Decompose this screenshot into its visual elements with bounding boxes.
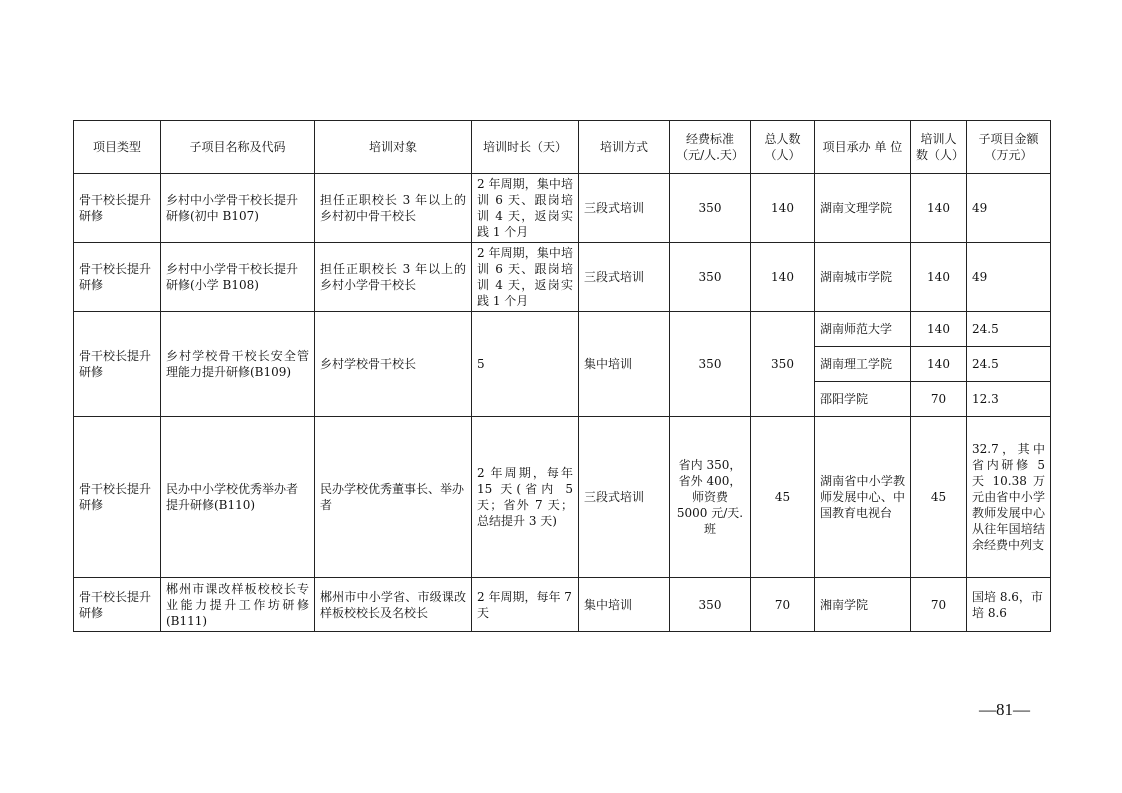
cell-method: 三段式培训: [579, 174, 670, 243]
cell-target: 民办学校优秀董事长、举办者: [315, 417, 472, 578]
cell-fee: 350: [670, 312, 751, 417]
header-method: 培训方式: [579, 121, 670, 174]
cell-total: 140: [751, 174, 815, 243]
cell-amount: 49: [967, 174, 1051, 243]
cell-amount: 12.3: [967, 382, 1051, 417]
table-row: [74, 243, 1051, 312]
cell-type: 骨干校长提升研修: [74, 312, 161, 417]
cell-duration: 2 年周期，集中培训 6 天、跟岗培训 4 天，返岗实践 1 个月: [472, 243, 579, 312]
cell-method: 三段式培训: [579, 417, 670, 578]
header-fee-standard: 经费标准（元/人.天）: [670, 121, 751, 174]
cell-total: 350: [751, 312, 815, 417]
cell-type: 骨干校长提升研修: [74, 174, 161, 243]
cell-unit: 湖南师范大学: [815, 312, 911, 347]
header-trainee-count: 培训人数（人）: [911, 121, 967, 174]
cell-count: 70: [911, 382, 967, 417]
cell-duration: 5: [472, 312, 579, 417]
cell-method: 三段式培训: [579, 243, 670, 312]
table-row: [74, 578, 1051, 632]
cell-amount: 32.7，其中省内研修 5 天 10.38 万元由省中小学教师发展中心从往年国培结余经费中列支: [967, 417, 1051, 578]
cell-name: 郴州市课改样板校校长专业能力提升工作坊研修(B111): [161, 578, 315, 632]
cell-fee: 省内 350，省外 400，师资费 5000 元/天.班: [670, 417, 751, 578]
header-host-unit: 项目承办 单 位: [815, 121, 911, 174]
header-target: 培训对象: [315, 121, 472, 174]
cell-name: 乡村中小学骨干校长提升研修(小学 B108): [161, 243, 315, 312]
cell-count: 140: [911, 312, 967, 347]
cell-count: 45: [911, 417, 967, 578]
cell-unit: 湘南学院: [815, 578, 911, 632]
cell-target: 担任正职校长 3 年以上的乡村小学骨干校长: [315, 243, 472, 312]
cell-amount: 24.5: [967, 347, 1051, 382]
page-number: —81—: [979, 700, 1030, 719]
cell-method: 集中培训: [579, 312, 670, 417]
cell-fee: 350: [670, 174, 751, 243]
cell-unit: 邵阳学院: [815, 382, 911, 417]
cell-amount: 国培 8.6，市培 8.6: [967, 578, 1051, 632]
cell-target: 担任正职校长 3 年以上的乡村初中骨干校长: [315, 174, 472, 243]
cell-duration: 2 年周期，集中培训 6 天、跟岗培训 4 天，返岗实践 1 个月: [472, 174, 579, 243]
table-row: [74, 174, 1051, 243]
cell-fee: 350: [670, 243, 751, 312]
cell-total: 140: [751, 243, 815, 312]
header-subproject-amount: 子项目金额（万元）: [967, 121, 1051, 174]
cell-total: 45: [751, 417, 815, 578]
cell-amount: 49: [967, 243, 1051, 312]
cell-fee: 350: [670, 578, 751, 632]
table-header-row: [74, 121, 1051, 174]
cell-amount: 24.5: [967, 312, 1051, 347]
header-subproject-name: 子项目名称及代码: [161, 121, 315, 174]
header-project-type: 项目类型: [74, 121, 161, 174]
header-duration: 培训时长（天）: [472, 121, 579, 174]
header-total-people: 总人数（人）: [751, 121, 815, 174]
cell-count: 70: [911, 578, 967, 632]
cell-count: 140: [911, 174, 967, 243]
cell-unit: 湖南省中小学教师发展中心、中国教育电视台: [815, 417, 911, 578]
cell-type: 骨干校长提升研修: [74, 417, 161, 578]
cell-unit: 湖南城市学院: [815, 243, 911, 312]
cell-total: 70: [751, 578, 815, 632]
cell-name: 民办中小学校优秀举办者提升研修(B110): [161, 417, 315, 578]
training-projects-table: [73, 120, 1051, 632]
cell-duration: 2 年周期，每年 7 天: [472, 578, 579, 632]
cell-method: 集中培训: [579, 578, 670, 632]
table-row: [74, 417, 1051, 578]
cell-type: 骨干校长提升研修: [74, 243, 161, 312]
cell-target: 郴州市中小学省、市级课改样板校校长及名校长: [315, 578, 472, 632]
cell-unit: 湖南文理学院: [815, 174, 911, 243]
cell-count: 140: [911, 347, 967, 382]
cell-name: 乡村中小学骨干校长提升研修(初中 B107): [161, 174, 315, 243]
cell-name: 乡村学校骨干校长安全管理能力提升研修(B109): [161, 312, 315, 417]
cell-target: 乡村学校骨干校长: [315, 312, 472, 417]
table-row: [74, 312, 1051, 347]
cell-count: 140: [911, 243, 967, 312]
cell-type: 骨干校长提升研修: [74, 578, 161, 632]
cell-unit: 湖南理工学院: [815, 347, 911, 382]
cell-duration: 2 年周期，每年 15 天(省内 5 天；省外 7 天；总结提升 3 天): [472, 417, 579, 578]
